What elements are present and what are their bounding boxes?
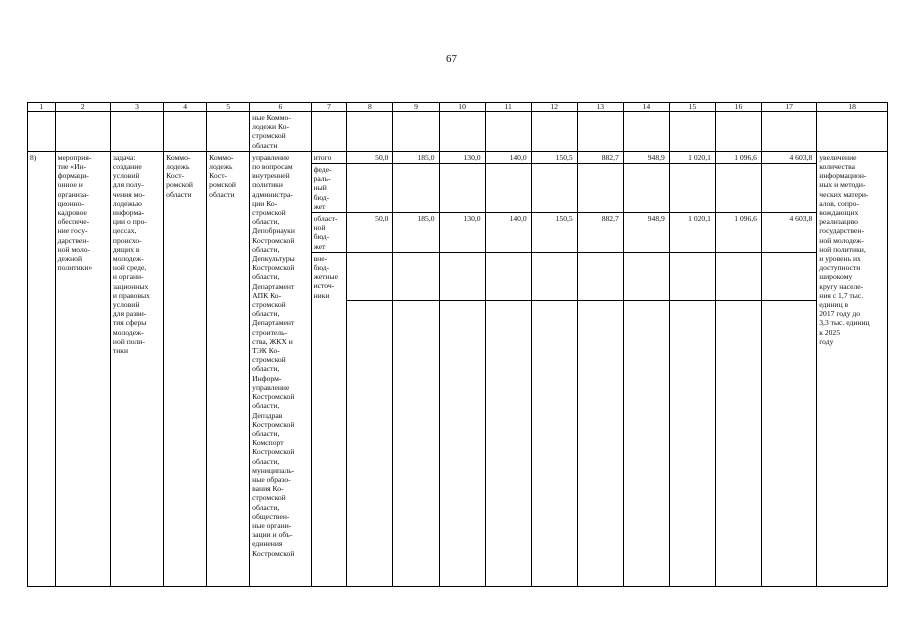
value-cell: 4 603,8	[761, 151, 816, 163]
column-header: 15	[669, 103, 715, 112]
column-header: 6	[250, 103, 311, 112]
value-cell	[669, 252, 715, 301]
value-cell: 882,7	[577, 213, 623, 253]
value-cell: 50,0	[347, 213, 393, 253]
value-cell	[761, 164, 816, 213]
column-header: 7	[311, 103, 347, 112]
column-header: 12	[531, 103, 577, 112]
value-cell: 1 096,6	[715, 151, 761, 163]
value-cell: 948,9	[623, 151, 669, 163]
value-cell: 185,0	[393, 151, 439, 163]
column-header: 5	[207, 103, 250, 112]
value-cell	[439, 164, 485, 213]
value-cell: 882,7	[577, 151, 623, 163]
executor: Коммо- лодежь Кост- ромской области	[207, 151, 250, 586]
value-cell: 140,0	[485, 151, 531, 163]
column-header: 4	[164, 103, 207, 112]
value-cell	[393, 252, 439, 301]
value-cell	[485, 164, 531, 213]
value-cell: 1 096,6	[715, 213, 761, 253]
source-label-total: итого	[311, 151, 347, 163]
value-cell	[485, 252, 531, 301]
value-cell	[439, 252, 485, 301]
participants: управление по вопросам внутренней политики администра- ции Ко- стромской области, Депобрнауки Костромской области, Депкультуры Костромской области, Департамент АПК Ко- стромской области, Департамент строитель- ства, ЖКХ и ТЭК Ко- стромской области, Информ- управление Костромской области, Депздрав Костромской области, Комспорт Костромской области, муниципаль- ные образо- вания Ко- стромской области, обществен- ные органи- зации и объ- единения Костромской	[250, 151, 311, 586]
value-cell	[393, 164, 439, 213]
event-task: задача: создание условий для полу- чения мо- лодежью информа- ции о про- цессах, происхо- дящих в молодеж- ной среде, и органи- зационных и правовых условий для разви- тия сферы молодеж- ной поли- тики	[110, 151, 163, 586]
column-header: 1	[28, 103, 56, 112]
coordinator: Коммо- лодежь Кост- ромской области	[164, 151, 207, 586]
column-header: 11	[485, 103, 531, 112]
column-number-row	[28, 103, 888, 112]
value-cell	[347, 252, 393, 301]
row-number: 8)	[28, 151, 56, 586]
value-cell: 140,0	[485, 213, 531, 253]
event-name: мероприя- тие «Ин- формаци- онное и организа- ционно- кадровое обеспече- ние госу- дарствен- ной моло- дежной политики»	[55, 151, 110, 586]
column-header: 8	[347, 103, 393, 112]
value-cell: 150,5	[531, 151, 577, 163]
page-number: 67	[446, 53, 457, 65]
value-cell: 150,5	[531, 213, 577, 253]
column-header: 17	[761, 103, 816, 112]
column-header: 16	[715, 103, 761, 112]
value-cell	[623, 252, 669, 301]
program-table	[27, 102, 888, 587]
column-header: 18	[817, 103, 888, 112]
value-cell: 1 020,1	[669, 151, 715, 163]
source-label-regional: област- ной бюд- жет	[311, 213, 347, 253]
value-cell	[761, 252, 816, 301]
value-cell: 1 020,1	[669, 213, 715, 253]
column-header: 2	[55, 103, 110, 112]
expected-result: увеличение количества информацион- ных и методи- ческих матери- алов, сопро- вождающих реализацию государствен- ной молодеж- ной политики, и уровень их доступности широкому кругу населе- ния с 1,7 тыс. единиц в 2017 году до 3,3 тыс. единиц к 2025 году	[817, 151, 888, 586]
value-cell	[531, 252, 577, 301]
source-label-federal: феде- раль- ный бюд- жет	[311, 164, 347, 213]
value-cell	[669, 164, 715, 213]
carryover-participants: ные Коммо- лодежи Ко- стромской области	[250, 112, 311, 152]
value-cell: 130,0	[439, 151, 485, 163]
value-cell: 130,0	[439, 213, 485, 253]
source-label-extrabudget: вне- бюд- жетные источ- ники	[311, 252, 347, 301]
table-row	[28, 151, 888, 163]
value-cell	[347, 164, 393, 213]
value-cell	[623, 164, 669, 213]
value-cell: 4 603,8	[761, 213, 816, 253]
value-cell: 50,0	[347, 151, 393, 163]
value-cell	[531, 164, 577, 213]
column-header: 10	[439, 103, 485, 112]
value-cell	[577, 252, 623, 301]
column-header: 13	[577, 103, 623, 112]
value-cell: 948,9	[623, 213, 669, 253]
value-cell	[715, 252, 761, 301]
value-cell	[577, 164, 623, 213]
column-header: 3	[110, 103, 163, 112]
value-cell	[715, 164, 761, 213]
carryover-row	[28, 112, 888, 152]
value-cell: 185,0	[393, 213, 439, 253]
column-header: 14	[623, 103, 669, 112]
column-header: 9	[393, 103, 439, 112]
